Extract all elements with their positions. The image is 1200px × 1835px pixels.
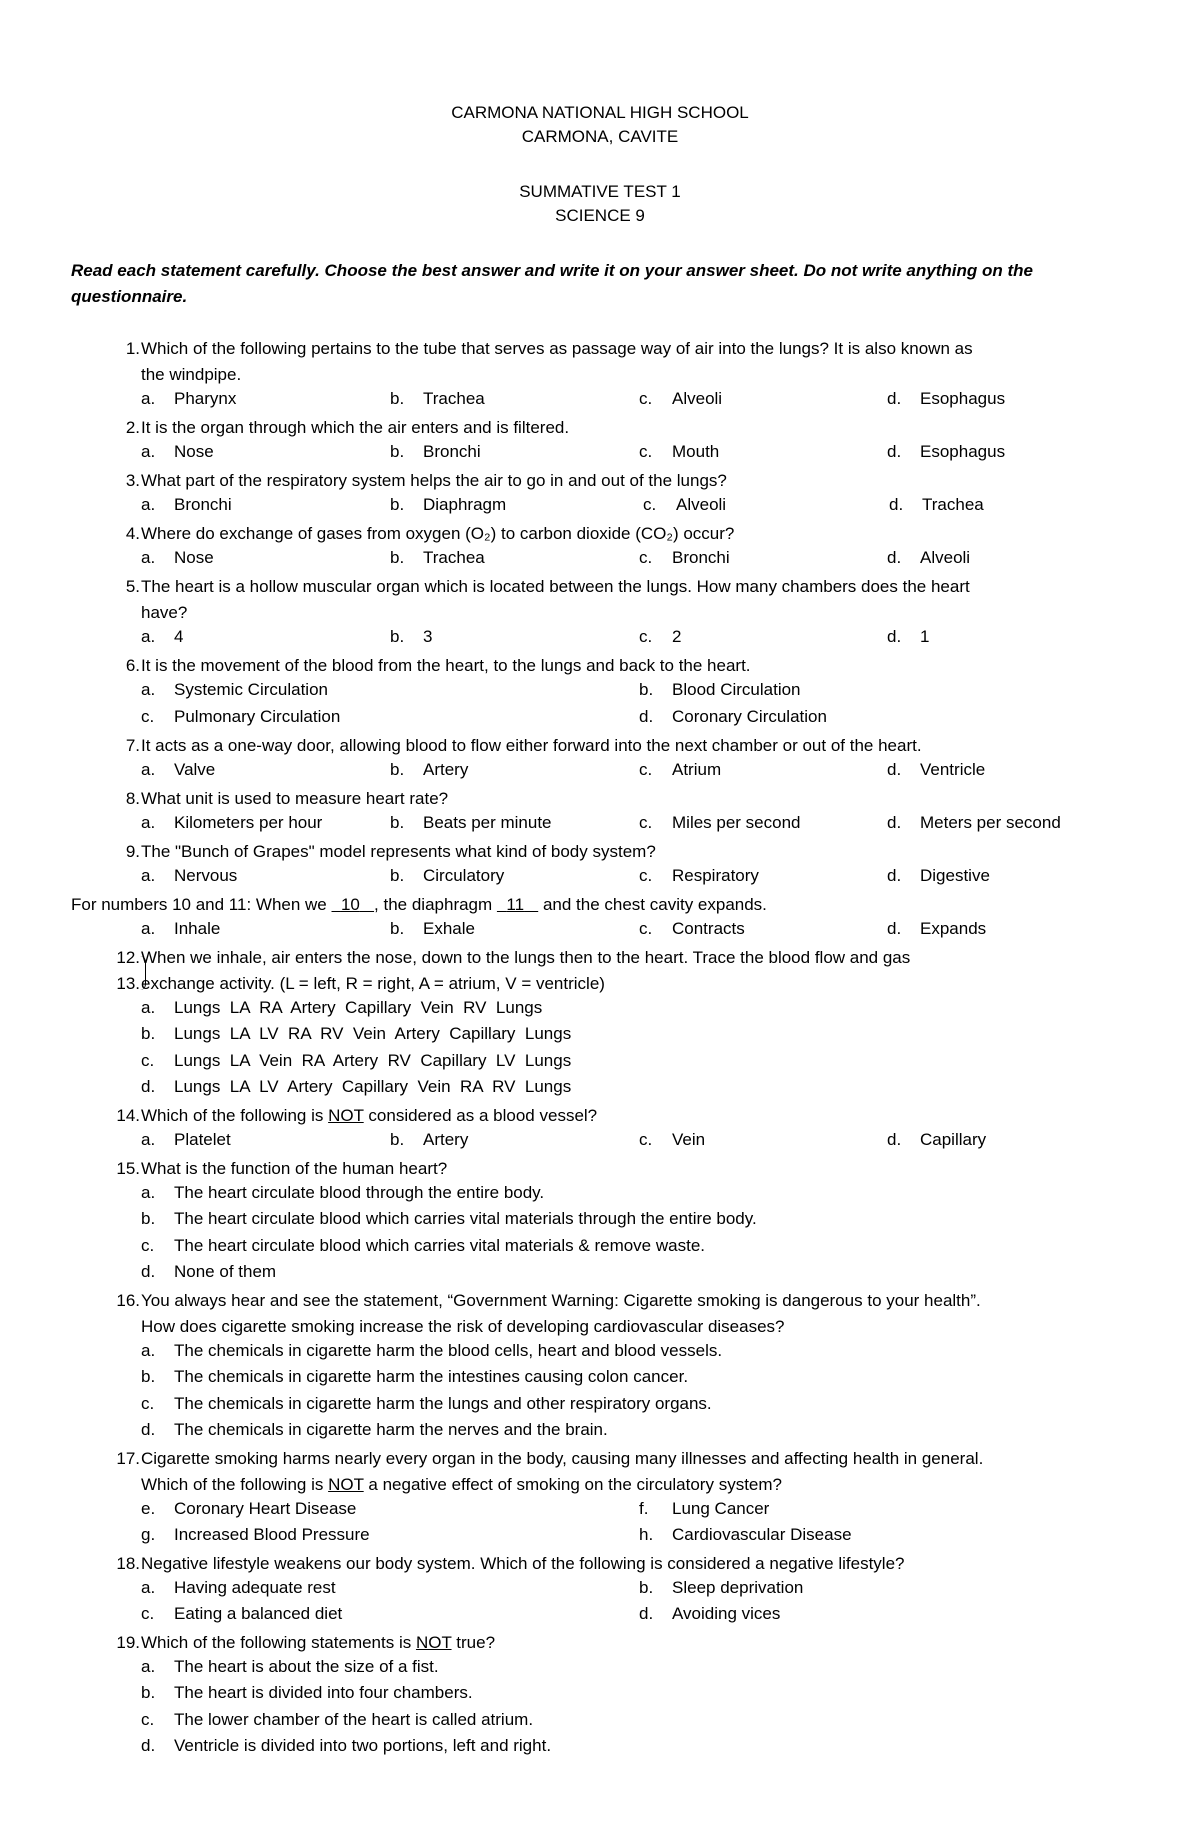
choice-a: a. Inhale [141, 919, 221, 938]
choice-a: a. The heart is about the size of a fist. [141, 1657, 439, 1676]
question-number: 2. [125, 418, 140, 437]
school-location: CARMONA, CAVITE [521, 127, 679, 146]
question-text: It is the movement of the blood from the heart, to the lungs and back to the heart. [141, 656, 751, 675]
choice-a: a. 4 [141, 627, 184, 646]
choice-c: c. The lower chamber of the heart is called atrium. [141, 1710, 534, 1729]
choice-d: d. The chemicals in cigarette harm the nerves and the brain. [141, 1420, 608, 1439]
choice-d: d. Lungs LA LV Artery Capillary Vein RA RV Lungs [141, 1077, 572, 1096]
choice-c: c. Eating a balanced diet [141, 1604, 343, 1623]
question-number: 5. [125, 577, 140, 596]
question-number: 13. [116, 974, 140, 993]
choice-b: b. The heart is divided into four chambers. [141, 1683, 473, 1702]
choice-d: d. Trachea [889, 495, 984, 514]
question-number: 17. [116, 1449, 140, 1468]
choice-c: c. Respiratory [639, 866, 759, 885]
question-text-cont: How does cigarette smoking increase the risk of developing cardiovascular diseases? [141, 1317, 785, 1336]
choice-a: a. Pharynx [141, 389, 237, 408]
question-number: 18. [116, 1554, 140, 1573]
question-text: What unit is used to measure heart rate? [141, 789, 449, 808]
question-text: When we inhale, air enters the nose, down to the lungs then to the heart. Trace the blood flow and gas [141, 948, 911, 967]
choice-c: c. Mouth [639, 442, 720, 461]
question-text: Negative lifestyle weakens our body system. Which of the following is considered a negative lifestyle? [141, 1554, 905, 1573]
choice-c: c. 2 [639, 627, 682, 646]
choice-a: a. Nose [141, 442, 214, 461]
choice-b: b. Exhale [390, 919, 475, 938]
choice-c: c. Vein [639, 1130, 706, 1149]
question-text: The heart is a hollow muscular organ which is located between the lungs. How many chambers does the heart [141, 577, 970, 596]
choice-d: d. 1 [887, 627, 930, 646]
question-10-11: For numbers 10 and 11: When we 10 , the diaphragm 11 and the chest cavity expands. [71, 895, 767, 914]
choice-b: b. The heart circulate blood which carries vital materials through the entire body. [141, 1209, 757, 1228]
choice-b: b. Blood Circulation [639, 680, 801, 699]
question-text: You always hear and see the statement, “Government Warning: Cigarette smoking is dangerous to your health”. [141, 1291, 981, 1310]
subject-title: SCIENCE 9 [555, 206, 645, 225]
choice-c: c. Lungs LA Vein RA Artery RV Capillary LV Lungs [141, 1051, 572, 1070]
choice-c: c. Alveoli [639, 389, 723, 408]
choice-a: a. The chemicals in cigarette harm the blood cells, heart and blood vessels. [141, 1341, 723, 1360]
choice-d: d. Alveoli [887, 548, 971, 567]
choice-a: a. Lungs LA RA Artery Capillary Vein RV Lungs [141, 998, 543, 1017]
question-text: Which of the following pertains to the tube that serves as passage way of air into the lungs? It is also known as [141, 339, 973, 358]
choice-d: d. Avoiding vices [639, 1604, 781, 1623]
question-text: It acts as a one-way door, allowing blood to flow either forward into the next chamber or out of the heart. [141, 736, 922, 755]
choice-c: c. Contracts [639, 919, 745, 938]
question-text: What part of the respiratory system helps the air to go in and out of the lungs? [141, 471, 727, 490]
blank-11: 11 [506, 895, 525, 914]
choice-b: b. Lungs LA LV RA RV Vein Artery Capillary Lungs [141, 1024, 572, 1043]
choice-c: c. Pulmonary Circulation [141, 707, 341, 726]
question-text-cont: Which of the following is NOT a negative effect of smoking on the circulatory system? [141, 1475, 782, 1494]
choice-b: b. The chemicals in cigarette harm the intestines causing colon cancer. [141, 1367, 689, 1386]
choice-f: f. Lung Cancer [639, 1499, 770, 1518]
question-text: Cigarette smoking harms nearly every organ in the body, causing many illnesses and affecting health in general. [141, 1449, 984, 1468]
choice-e: e. Coronary Heart Disease [141, 1499, 357, 1518]
choice-c: c. The heart circulate blood which carries vital materials & remove waste. [141, 1236, 705, 1255]
question-text: Which of the following is NOT considered as a blood vessel? [141, 1106, 598, 1125]
question-number: 14. [116, 1106, 140, 1125]
choice-b: b. Bronchi [390, 442, 481, 461]
question-number: 1. [125, 339, 140, 358]
choice-b: b. Artery [390, 760, 469, 779]
choice-c: c. Alveoli [643, 495, 727, 514]
choice-h: h. Cardiovascular Disease [639, 1525, 852, 1544]
choice-a: a. Valve [141, 760, 216, 779]
choice-b: b. Artery [390, 1130, 469, 1149]
question-text: It is the organ through which the air enters and is filtered. [141, 418, 570, 437]
question-number: 3. [125, 471, 140, 490]
question-number: 6. [125, 656, 140, 675]
choice-g: g. Increased Blood Pressure [141, 1525, 370, 1544]
choice-d: d. Ventricle [887, 760, 986, 779]
question-text-cont: exchange activity. (L = left, R = right, A = atrium, V = ventricle) [141, 974, 605, 993]
test-title: SUMMATIVE TEST 1 [519, 182, 681, 201]
choice-b: b. Beats per minute [390, 813, 552, 832]
choice-b: b. Circulatory [390, 866, 505, 885]
question-text: The "Bunch of Grapes" model represents what kind of body system? [141, 842, 656, 861]
choice-a: a. Kilometers per hour [141, 813, 323, 832]
choice-c: c. Bronchi [639, 548, 730, 567]
question-text-cont: the windpipe. [141, 365, 242, 384]
choice-d: d. Esophagus [887, 442, 1006, 461]
question-text: Which of the following statements is NOT true? [141, 1633, 496, 1652]
question-text-cont: have? [141, 603, 188, 622]
school-name: CARMONA NATIONAL HIGH SCHOOL [451, 103, 749, 122]
choice-a: a. Bronchi [141, 495, 232, 514]
choice-b: b. Trachea [390, 389, 485, 408]
choice-d: d. Coronary Circulation [639, 707, 827, 726]
choice-d: d. Capillary [887, 1130, 987, 1149]
choice-a: a. Having adequate rest [141, 1578, 336, 1597]
choice-b: b. Sleep deprivation [639, 1578, 804, 1597]
choice-d: d. Digestive [887, 866, 990, 885]
choice-a: a. Nose [141, 548, 214, 567]
choice-b: b. 3 [390, 627, 433, 646]
question-text: What is the function of the human heart? [141, 1159, 448, 1178]
question-number: 16. [116, 1291, 140, 1310]
blank-10: 10 [340, 895, 360, 914]
choice-c: c. Miles per second [639, 813, 801, 832]
bracket [137, 956, 146, 990]
question-number: 15. [116, 1159, 140, 1178]
choice-d: d. Meters per second [887, 813, 1061, 832]
choice-b: b. Diaphragm [390, 495, 507, 514]
choice-a: a. The heart circulate blood through the entire body. [141, 1183, 545, 1202]
question-number: 8. [125, 789, 140, 808]
choice-d: d. Ventricle is divided into two portions, left and right. [141, 1736, 552, 1755]
question-text: Where do exchange of gases from oxygen (O₂) to carbon dioxide (CO₂) occur? [141, 524, 735, 543]
choice-b: b. Trachea [390, 548, 485, 567]
question-number: 4. [125, 524, 140, 543]
question-number: 9. [125, 842, 140, 861]
question-number: 12. [116, 948, 140, 967]
choice-a: a. Systemic Circulation [141, 680, 328, 699]
choice-a: a. Nervous [141, 866, 238, 885]
choice-d: d. None of them [141, 1262, 277, 1281]
question-number: 19. [116, 1633, 140, 1652]
instructions: Read each statement carefully. Choose the best answer and write it on your answer sheet. Do not write anything on the questionnaire. [71, 261, 1033, 306]
choice-d: d. Esophagus [887, 389, 1006, 408]
choice-c: c. Atrium [639, 760, 722, 779]
choice-c: c. The chemicals in cigarette harm the lungs and other respiratory organs. [141, 1394, 712, 1413]
choice-d: d. Expands [887, 919, 987, 938]
choice-a: a. Platelet [141, 1130, 231, 1149]
question-number: 7. [125, 736, 140, 755]
